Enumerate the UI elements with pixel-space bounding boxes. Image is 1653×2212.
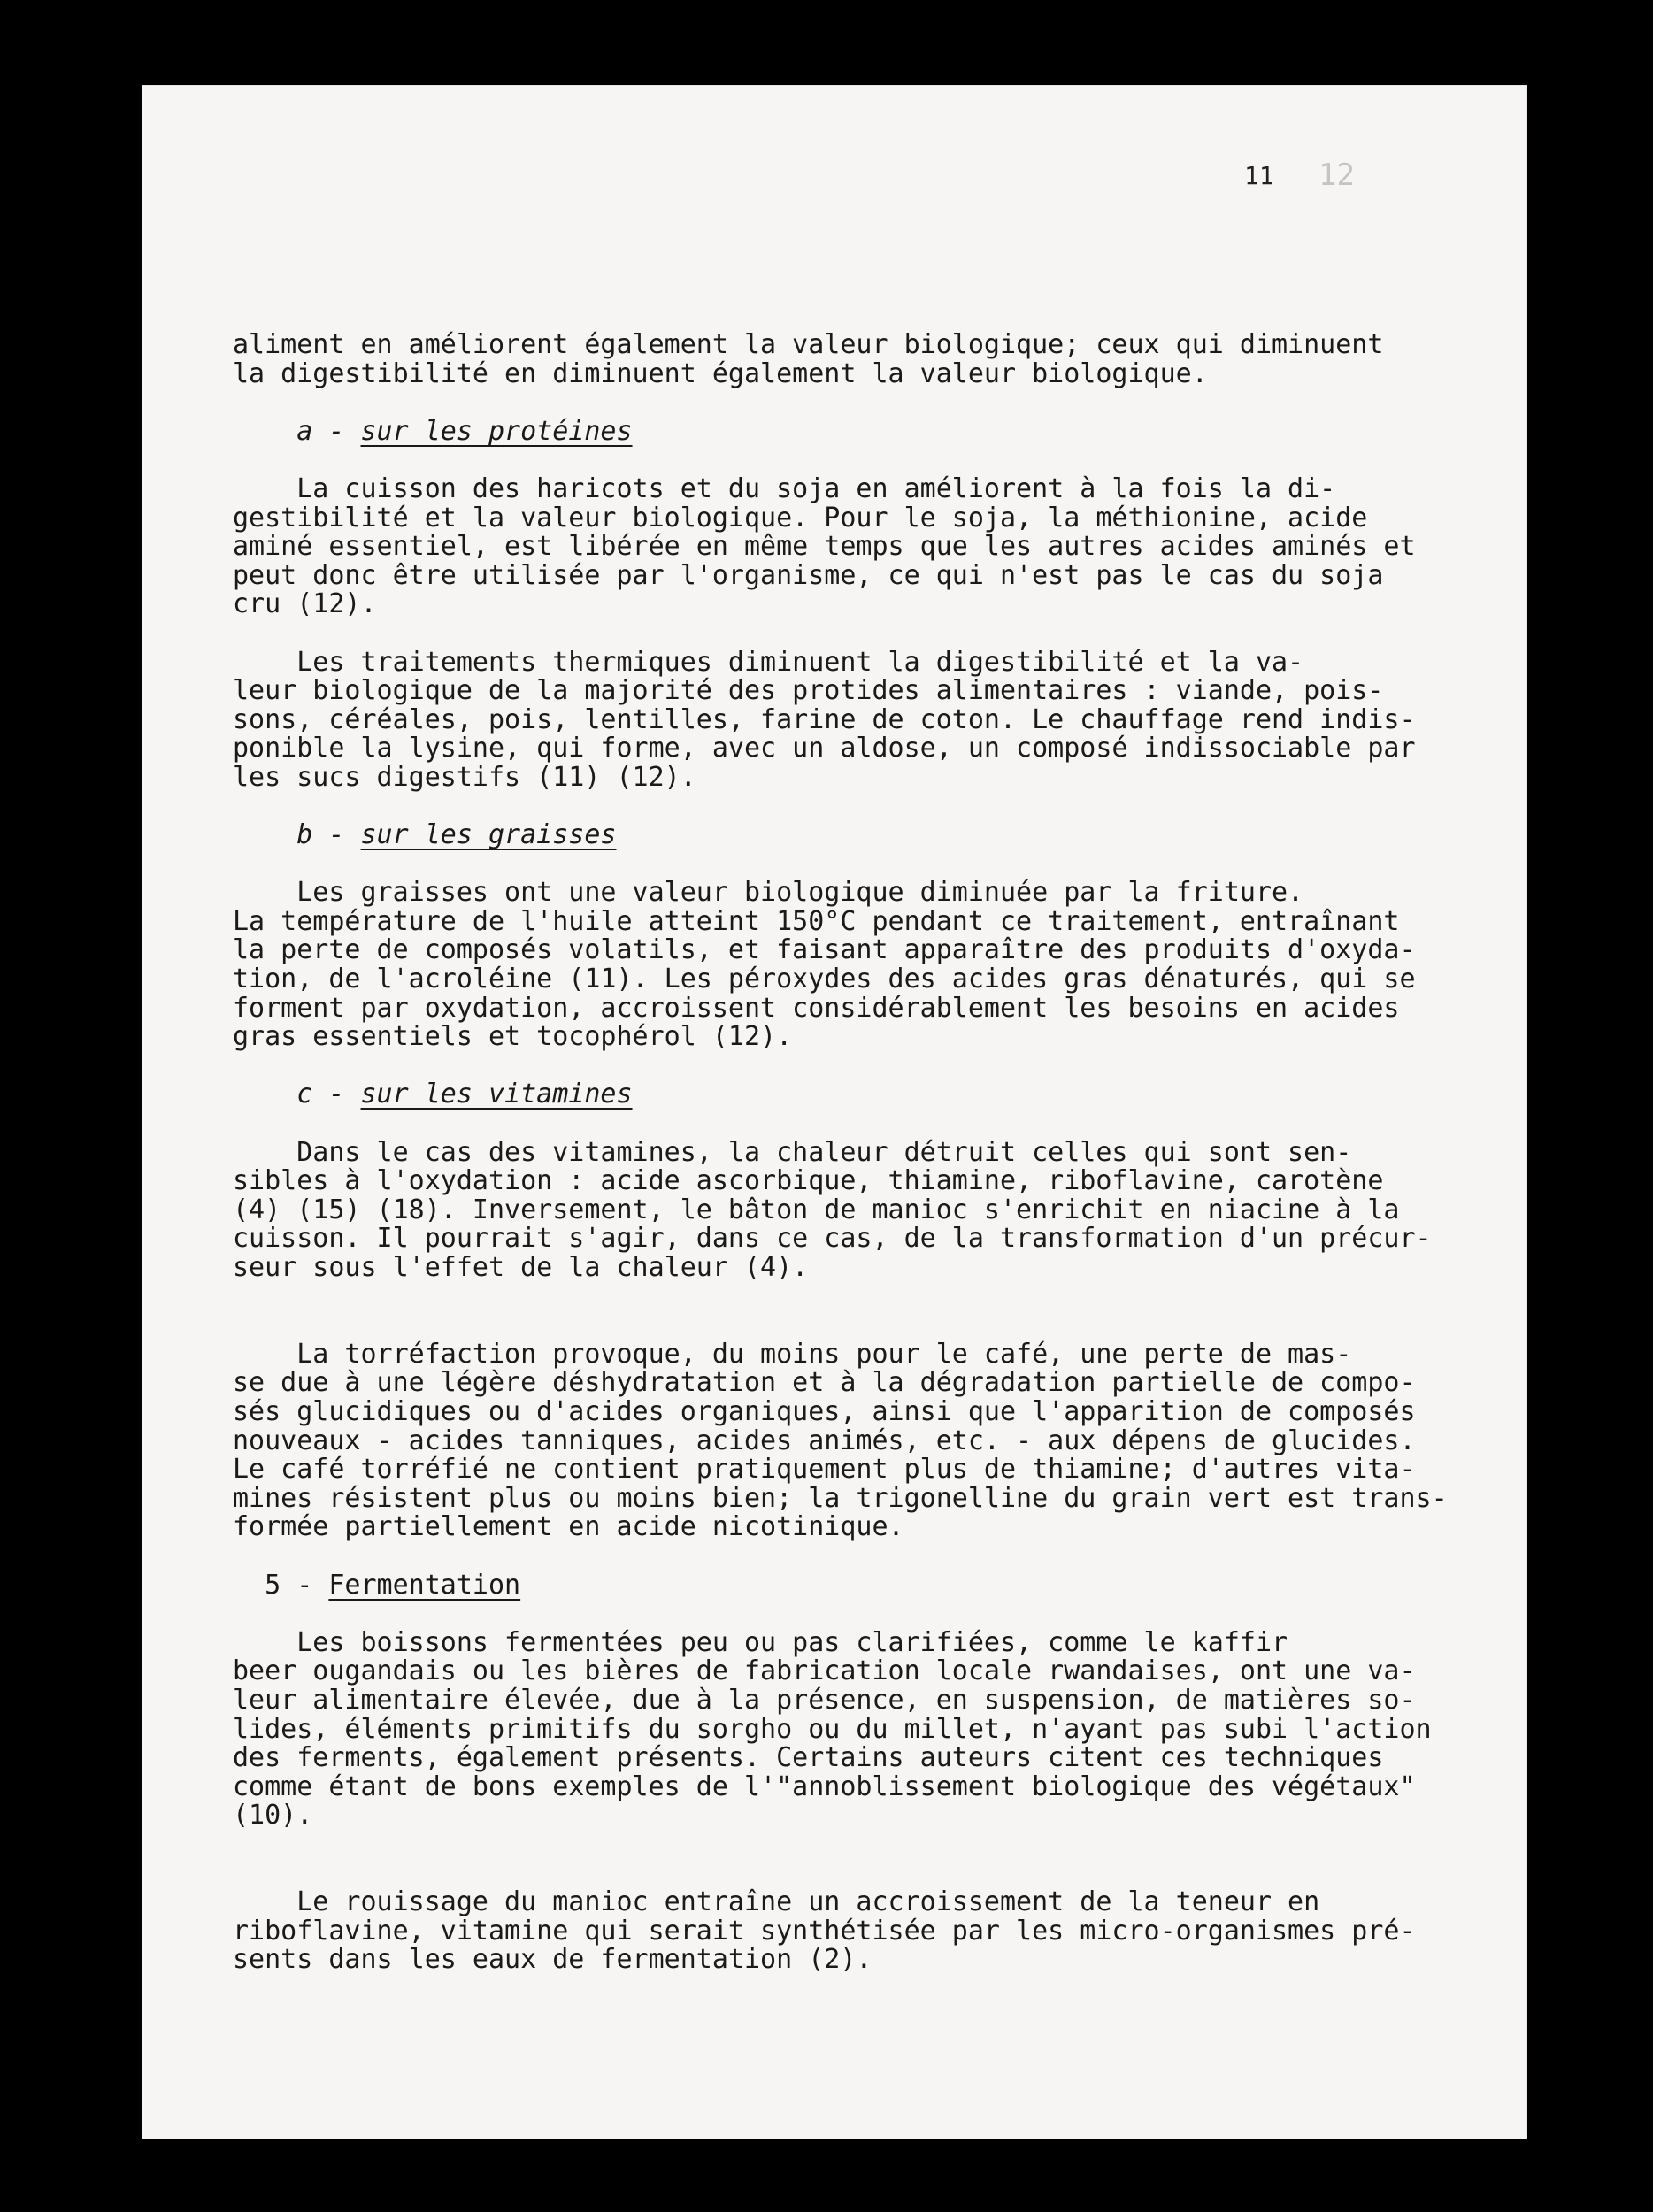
- text-line: (4) (15) (18). Inversement, le bâton de manioc s'enrichit en niacine à la: [233, 1194, 1400, 1225]
- text-line: La température de l'huile atteint 150°C pendant ce traitement, entraînant: [233, 905, 1400, 937]
- blank-line: [233, 619, 1330, 649]
- text-line: Le rouissage du manioc entraîne un accroissement de la teneur en: [233, 1886, 1320, 1918]
- page-number: 11: [1244, 161, 1274, 190]
- text-line: ponible la lysine, qui forme, avec un aldose, un composé indissociable par: [233, 733, 1416, 764]
- section-heading: 5 - Fermentation: [233, 1569, 521, 1601]
- text-line: seur sous l'effet de la chaleur (4).: [233, 1252, 809, 1283]
- text-line: se due à une légère déshydratation et à la dégradation partielle de compo-: [233, 1367, 1416, 1399]
- blank-line: [233, 388, 1330, 418]
- text-line: nouveaux - acides tanniques, acides animés, etc. - aux dépens de glucides.: [233, 1425, 1416, 1456]
- text-line: lides, éléments primitifs du sorgho ou du millet, n'ayant pas subi l'action: [233, 1713, 1432, 1745]
- text-line: la perte de composés volatils, et faisant apparaître des produits d'oxyda-: [233, 934, 1416, 966]
- text-line: sents dans les eaux de fermentation (2).: [233, 1944, 873, 1976]
- text-line: leur biologique de la majorité des protides alimentaires : viande, pois-: [233, 675, 1384, 707]
- text-line: aliment en améliorent également la valeur biologique; ceux qui diminuent: [233, 329, 1384, 360]
- text-line: Dans le cas des vitamines, la chaleur détruit celles qui sont sen-: [233, 1136, 1352, 1168]
- section-heading: b - sur les graisses: [233, 819, 617, 851]
- text-line: aminé essentiel, est libérée en même temps que les autres acides aminés et: [233, 531, 1416, 563]
- text-line: peut donc être utilisée par l'organisme, ce qui n'est pas le cas du soja: [233, 559, 1384, 591]
- text-line: sons, céréales, pois, lentilles, farine de coton. Le chauffage rend indis-: [233, 703, 1416, 735]
- blank-line: [233, 1542, 1330, 1571]
- text-line: gestibilité et la valeur biologique. Pour le soja, la méthionine, acide: [233, 502, 1368, 534]
- text-line: riboflavine, vitamine qui serait synthétisée par les micro-organismes pré-: [233, 1915, 1416, 1947]
- text-line: des ferments, également présents. Certains auteurs citent ces techniques: [233, 1742, 1384, 1774]
- text-line: mines résistent plus ou moins bien; la trigonelline du grain vert est trans-: [233, 1482, 1448, 1514]
- blank-line: [233, 1052, 1330, 1081]
- blank-line: [233, 1600, 1330, 1629]
- blank-line: [233, 1859, 1330, 1888]
- text-line: La torréfaction provoque, du moins pour le café, une perte de mas-: [233, 1338, 1352, 1370]
- text-line: cuisson. Il pourrait s'agir, dans ce cas, de la transformation d'un précur-: [233, 1223, 1432, 1255]
- text-line: cru (12).: [233, 588, 377, 620]
- text-line: (10).: [233, 1800, 313, 1832]
- section-heading: a - sur les protéines: [233, 415, 633, 447]
- blank-line: [233, 446, 1330, 475]
- text-line: les sucs digestifs (11) (12).: [233, 761, 696, 793]
- text-line: gras essentiels et tocophérol (12).: [233, 1021, 793, 1053]
- text-line: forment par oxydation, accroissent considérablement les besoins en acides: [233, 992, 1400, 1024]
- text-line: Les graisses ont une valeur biologique diminuée par la friture.: [233, 877, 1304, 909]
- section-heading: c - sur les vitamines: [233, 1079, 633, 1110]
- text-line: la digestibilité en diminuent également la valeur biologique.: [233, 357, 1208, 389]
- text-line: tion, de l'acroléine (11). Les péroxydes des acides gras dénaturés, qui se: [233, 964, 1416, 995]
- text-line: Le café torréfié ne contient pratiquement plus de thiamine; d'autres vita-: [233, 1454, 1416, 1486]
- text-line: Les traitements thermiques diminuent la digestibilité et la va-: [233, 646, 1304, 678]
- text-line: comme étant de bons exemples de l'"annoblissement biologique des végétaux": [233, 1770, 1416, 1802]
- blank-line: [233, 793, 1330, 822]
- text-line: sibles à l'oxydation : acide ascorbique, thiamine, riboflavine, carotène: [233, 1165, 1384, 1197]
- text-line: La cuisson des haricots et du soja en améliorent à la fois la di-: [233, 472, 1336, 504]
- blank-line: [233, 1283, 1330, 1312]
- text-line: leur alimentaire élevée, due à la présence, en suspension, de matières so-: [233, 1684, 1416, 1716]
- text-line: sés glucidiques ou d'acides organiques, ainsi que l'apparition de composés: [233, 1395, 1416, 1427]
- text-line: Les boissons fermentées peu ou pas clarifiées, comme le kaffir: [233, 1626, 1288, 1658]
- blank-line: [233, 850, 1330, 879]
- blank-line: [233, 1311, 1330, 1340]
- text-line: beer ougandais ou les bières de fabrication locale rwandaises, ont une va-: [233, 1655, 1416, 1687]
- blank-line: [233, 1110, 1330, 1139]
- text-line: formée partiellement en acide nicotinique.: [233, 1511, 904, 1543]
- blank-line: [233, 1831, 1330, 1860]
- bleed-through-page-number: 12: [1319, 157, 1355, 193]
- body-text: [233, 329, 1448, 1976]
